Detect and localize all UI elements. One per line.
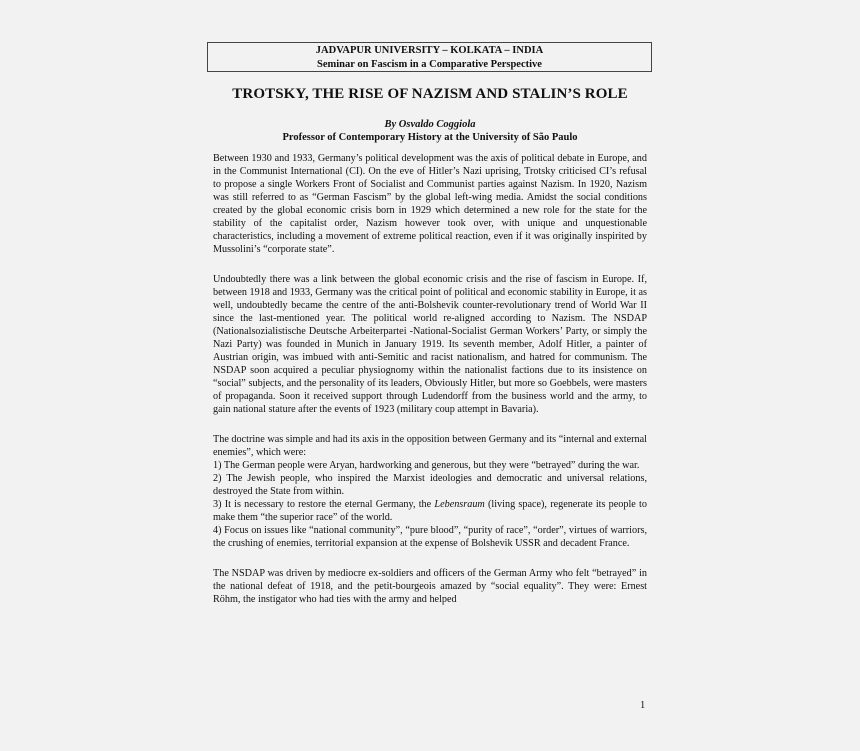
doctrine-item-3 [213,498,647,524]
doctrine-item-3-end: (living space), regenerate its people to make them “the superior race” of the world. [213,499,647,523]
seminar-line: Seminar on Fascism in a Comparative Perspective [317,59,542,70]
paragraph-2: Undoubtedly there was a link between the global economic crisis and the rise of fascism in Europe. If, between 1918 and 1933, Germany was the critical point of political and economic stability in Europe, it as well, undoubtedly became the centre of the anti-Bolshevik counter-revolutionary trend of World War II since the last-mentioned year. The political world re-aligned according to Nazism. The NSDAP (Nationalsozialistische Deutsche Arbeiterpartei -National-Socialist German Workers’ Party, or simply the Nazi Party) was founded in Munich in January 1919. Its seventh member, Adolf Hitler, a painter of Austrian origin, was imbued with anti-Semitic and racist nationalism, and hatred for communism. The NSDAP soon acquired a peculiar physiognomy within the nationalist factions due to its insistence on “social” subjects, and the personality of its leaders, Obviously Hitler, but more so Goebbels, were masters of propaganda. Soon it received support through Ludendorff from the business world and the army, to gain national stature after the events of 1923 (military coup attempt in Bavaria). [213,274,647,415]
doctrine-item-2: 2) The Jewish people, who inspired the Marxist ideologies and democratic and universal relations, destroyed the State from within. [213,473,647,497]
doctrine-item-4: 4) Focus on issues like “national community”, “pure blood”, “purity of race”, “order”, virtues of warriors, the crushing of enemies, territorial expansion at the expense of Bolshevik USSR and decadent France. [213,525,647,549]
paragraph-nsdap-leaders: The NSDAP was driven by mediocre ex-soldiers and officers of the German Army who felt “betrayed” in the national defeat of 1918, and the petit-bourgeois amazed by “social equality”. They were: Ernest Röhm, the instigator who had ties with the army and helped [213,568,647,605]
doctrine-intro: The doctrine was simple and had its axis in the opposition between Germany and its “internal and external enemies”, which were: [213,434,647,458]
page-number: 1 [640,700,646,711]
doctrine-item-3-start: 3) It is necessary to restore the eternal Germany, the [213,499,435,510]
author-line: By Osvaldo Coggiola [384,119,476,130]
document-title: TROTSKY, THE RISE OF NAZISM AND STALIN’S ROLE [232,86,628,102]
paragraph-1: Between 1930 and 1933, Germany’s political development was the axis of political debate in Europe, and in the Communist International (CI). On the eve of Hitler’s Nazi uprising, Trotsky criticised CI’s refusal to propose a single Workers Front of Socialist and Communist parties against Nazism. In 1920, Nazism was still referred to as “German Fascism” by the global left-wing media. Amidst the social conditions created by the global economic crisis born in 1929 which determined a new role for the state for the stability of the capitalist order, Nazism however took over, with unique and unquestionable characteristics, including a movement of extreme political reaction, even if it was originally inspirited by Mussolini’s “corporate state”. [213,153,647,255]
affiliation-line: Professor of Contemporary History at the University of São Paulo [282,132,578,143]
doctrine-item-1: 1) The German people were Aryan, hardworking and generous, but they were “betrayed” during the war. [213,460,640,471]
lebensraum-term: Lebensraum [434,499,485,510]
byline [0,118,860,144]
university-line: JADVAPUR UNIVERSITY – KOLKATA – INDIA [315,45,544,56]
seminar-header-box [207,42,652,72]
doctrine-section [213,433,647,550]
body-text [213,152,647,623]
